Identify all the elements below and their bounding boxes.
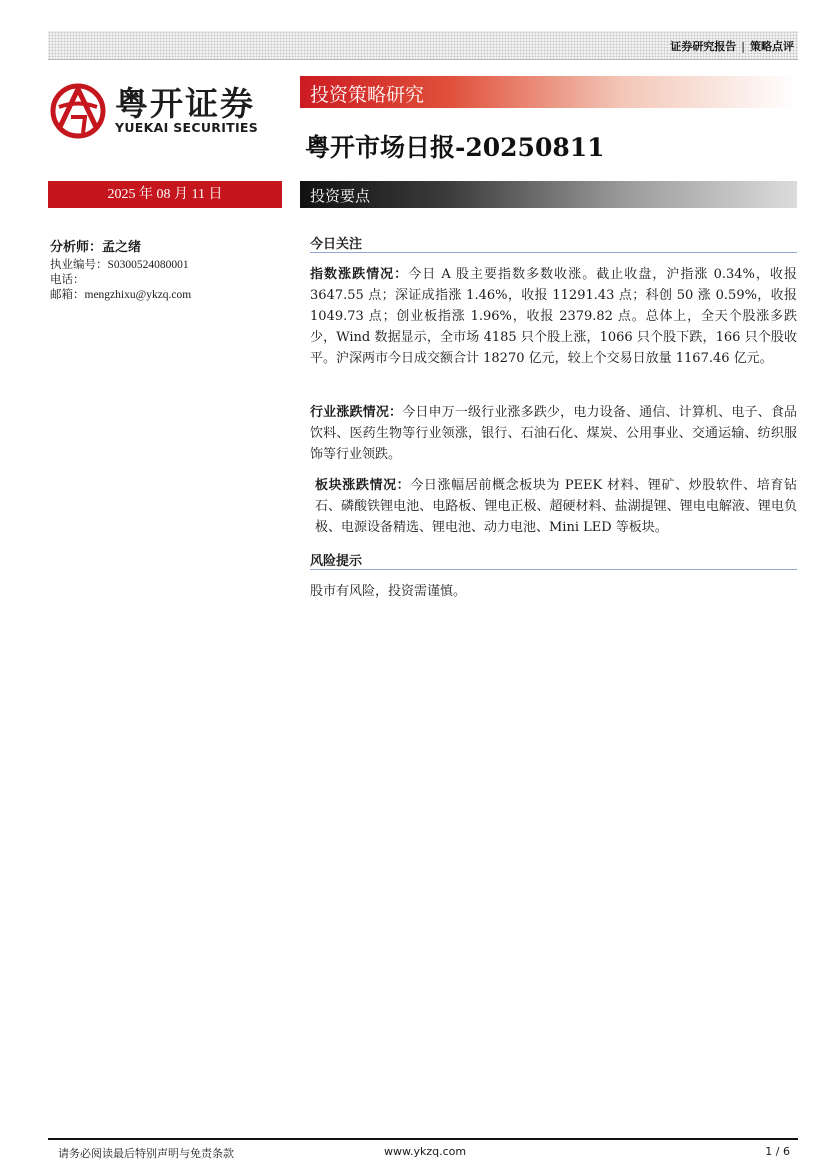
risk-heading: 风险提示 [310, 550, 797, 570]
top-header-bar [48, 31, 798, 60]
logo-name-en: YUEKAI SECURITIES [115, 120, 259, 135]
today-focus-heading: 今日关注 [310, 233, 797, 253]
industry-label: 行业涨跌情况： [310, 405, 403, 420]
yuekai-logo-icon [50, 83, 106, 139]
report-date: 2025 年 08 月 11 日 [48, 181, 282, 208]
footer-divider [48, 1138, 798, 1140]
section-banner-label: 投资策略研究 [310, 84, 425, 106]
industry-paragraph [310, 402, 797, 465]
footer-disclaimer: 请务必阅读最后特别声明与免责条款 [58, 1147, 234, 1160]
logo-name-cn: 粤开证券 [115, 84, 255, 123]
industry-text: 今日申万一级行业涨多跌少，电力设备、通信、计算机、电子、食品饮料、医药生物等行业领涨，银行、石油石化、煤炭、公用事业、交通运输、纺织服饰等行业领跌。 [310, 405, 797, 462]
report-category-label: 策略点评 [750, 40, 794, 53]
index-paragraph [310, 264, 797, 369]
index-text: 今日 A 股主要指数多数收涨。截止收盘，沪指涨 0.34%，收报 3647.55 点；深证成指涨 1.46%，收报 11291.43 点；科创 50 涨 0.59%，收报 1049.73 点；创业板指涨 1.96%，收报 2379.82 点。总体上，全天个股涨多跌少，Wind 数据显示，全市场 4185 只个股上涨，1066 只个股下跌，166 只个股收平。沪深两市今日成交额合计 18270 亿元，较上个交易日放量 1167.46 亿元。 [310, 267, 797, 366]
analyst-info [50, 236, 191, 303]
header-separator: | [741, 40, 745, 53]
key-points-banner [300, 181, 797, 208]
footer-website: www.ykzq.com [384, 1145, 467, 1158]
sector-paragraph [315, 475, 797, 538]
analyst-email: 邮箱：mengzhixu@ykzq.com [50, 289, 192, 301]
company-logo [50, 80, 280, 140]
key-points-label: 投资要点 [310, 187, 371, 205]
analyst-license: 执业编号：S0300524080001 [50, 259, 189, 271]
analyst-phone: 电话： [50, 274, 85, 286]
section-banner [300, 76, 797, 108]
report-type-label: 证券研究报告 [670, 40, 737, 53]
sector-text: 今日涨幅居前概念板块为 PEEK 材料、锂矿、炒股软件、培育钻石、磷酸铁锂电池、电路板、锂电正极、超硬材料、盐湖提锂、锂电电解液、锂电负极、电源设备精选、锂电池、动力电池、Mini LED 等板块。 [315, 478, 797, 535]
report-title: 粤开市场日报-20250811 [305, 133, 605, 162]
header-text [670, 38, 794, 54]
analyst-name: 分析师：孟之绪 [50, 240, 142, 255]
sector-label: 板块涨跌情况： [315, 478, 411, 493]
risk-text: 股市有风险，投资需谨慎。 [310, 584, 467, 599]
footer-page-number: 1 / 6 [765, 1145, 790, 1158]
index-label: 指数涨跌情况： [310, 267, 409, 282]
